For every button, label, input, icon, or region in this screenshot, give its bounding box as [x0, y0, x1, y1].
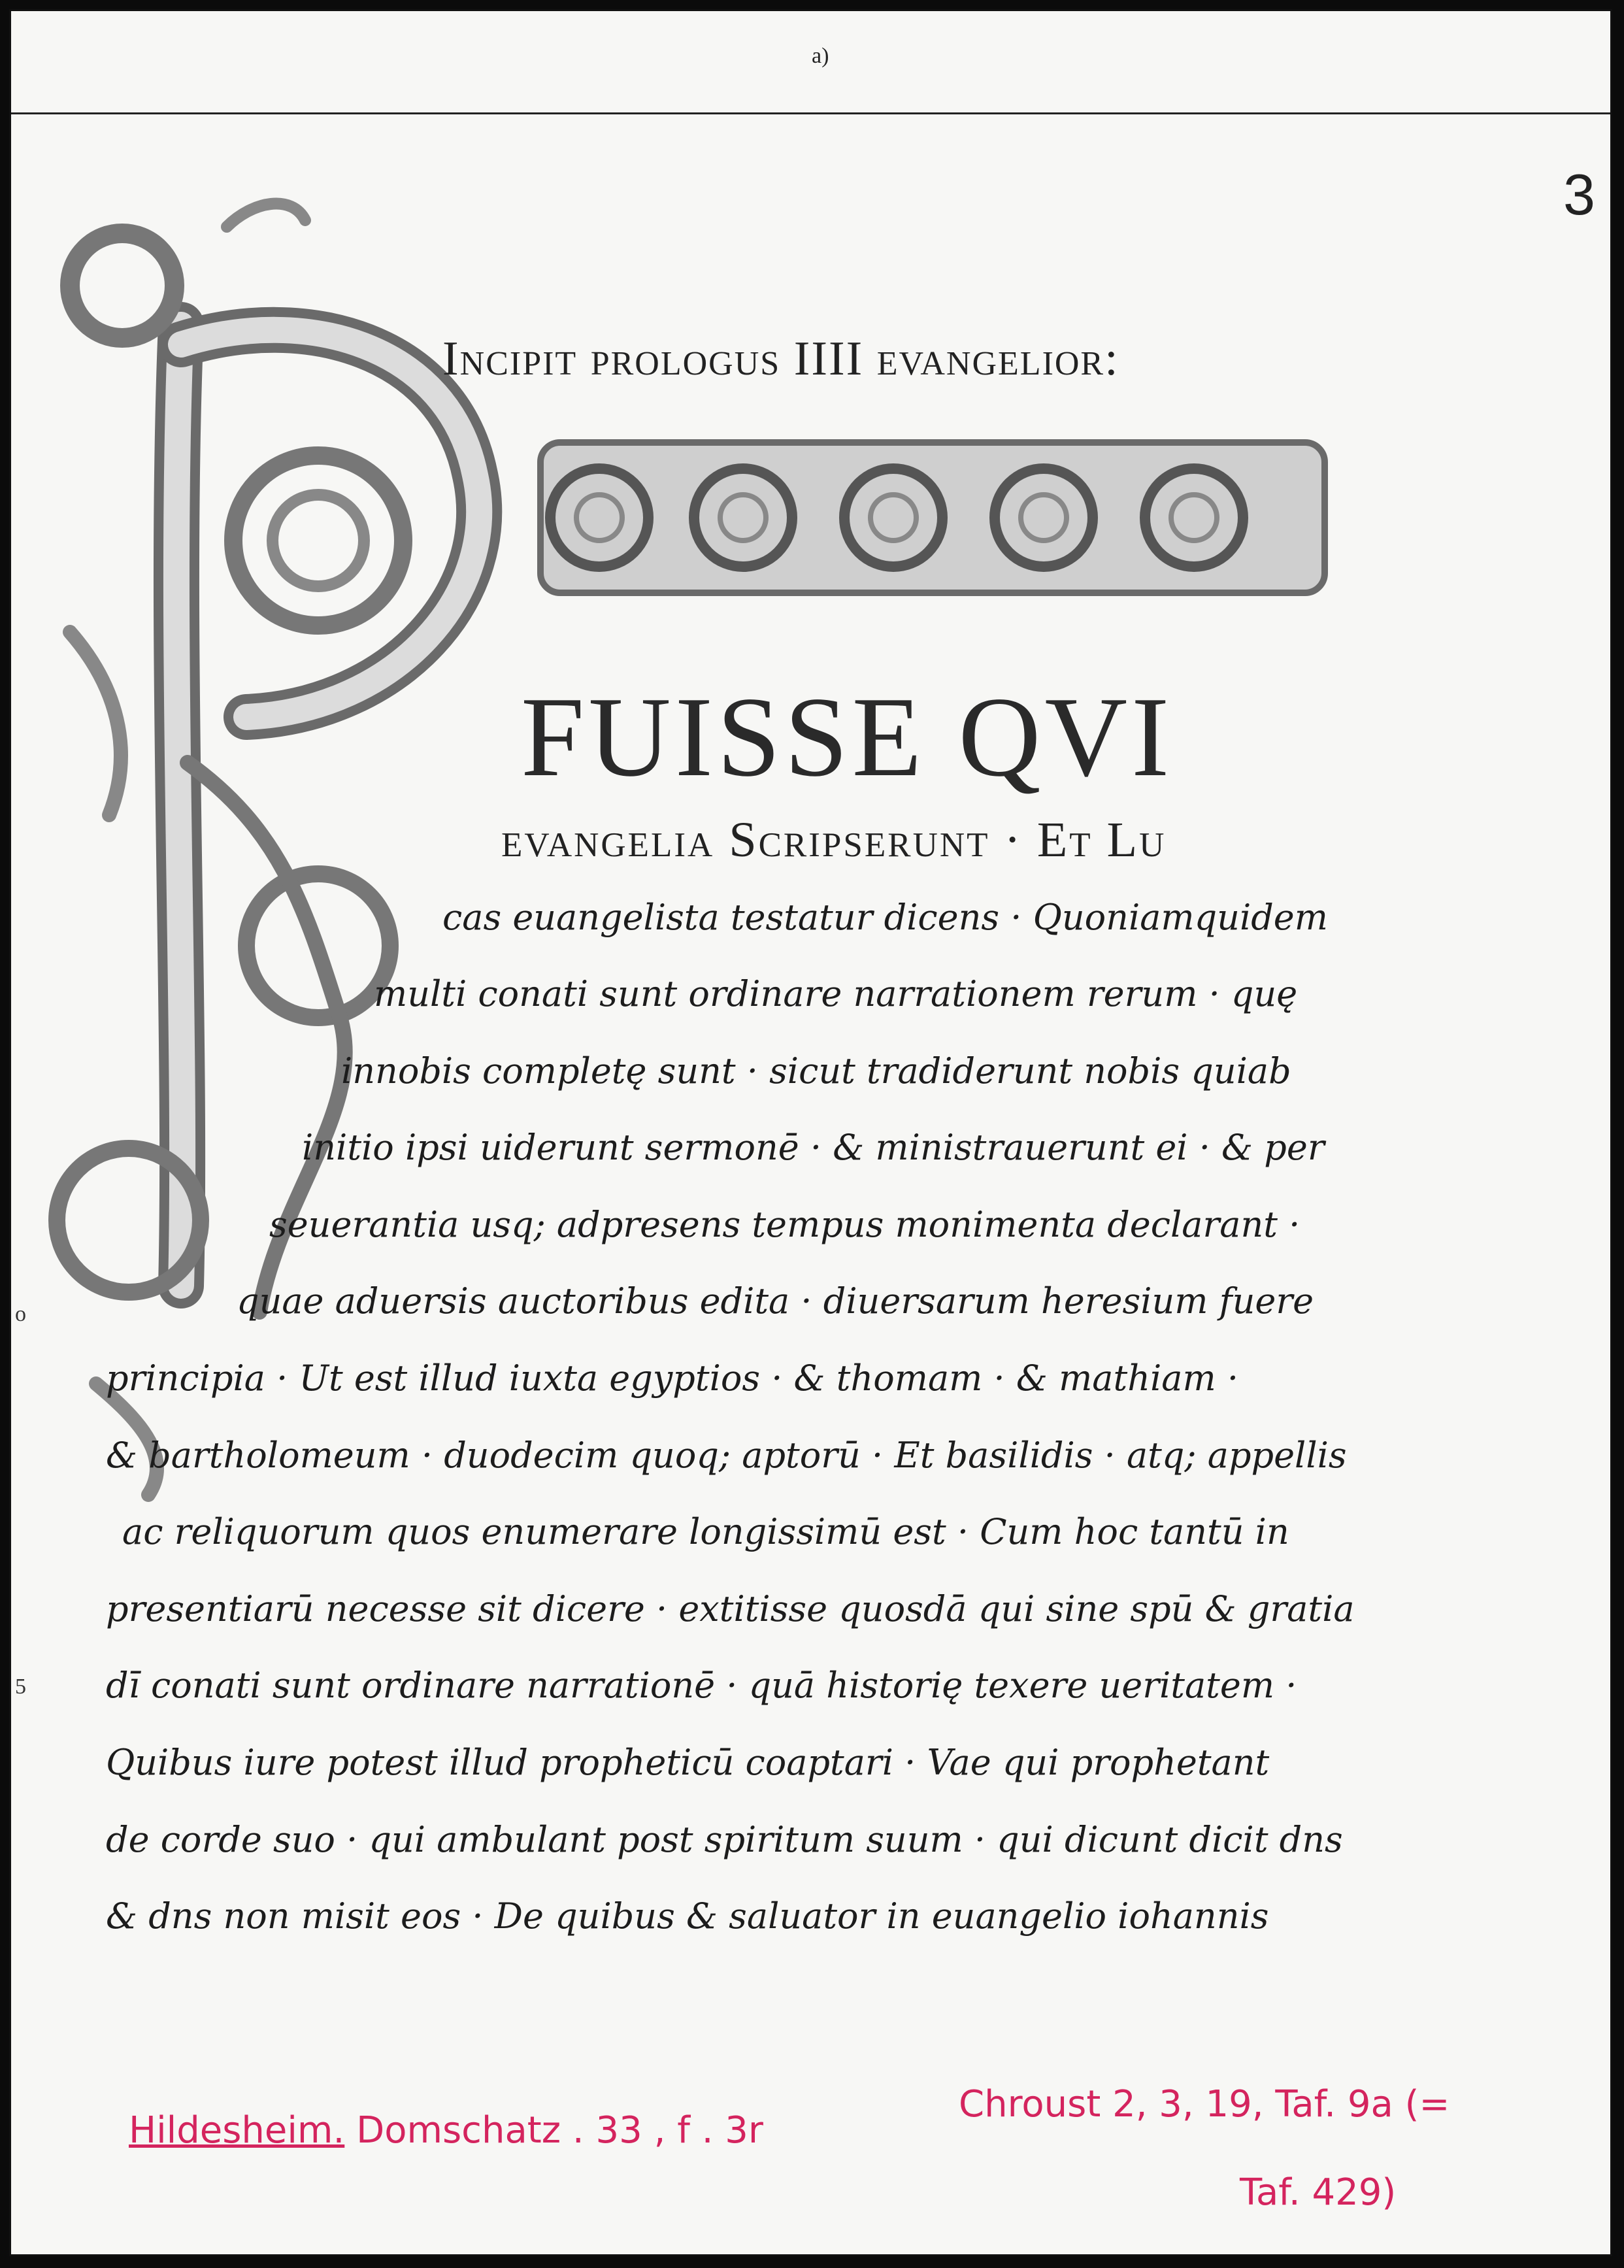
pencil-note-reference-cont: Taf. 429): [1240, 2171, 1397, 2214]
display-capitals: FUISSE QVI: [521, 673, 1174, 800]
text-line: & bartholomeum · duodecim quoq; aptorū · Et basilidis · atq; appellis: [106, 1435, 1347, 1476]
text-line: & dns non misit eos · De quibus & saluator in euangelio iohannis: [106, 1895, 1269, 1937]
shelfmark-detail: Domschatz . 33 , f . 3r: [344, 2109, 763, 2152]
margin-mark: 5: [15, 1675, 26, 1699]
text-line: seuerantia usq; adpresens tempus monimenta declarant ·: [269, 1204, 1301, 1245]
incipit-heading: Incipit prologus IIII evangelior:: [442, 332, 1119, 386]
text-line: Quibus iure potest illud propheticū coaptari · Vae qui prophetant: [106, 1742, 1270, 1783]
text-line: presentiarū necesse sit dicere · extitisse quosdā qui sine spū & gratia: [106, 1588, 1355, 1629]
pencil-note-reference: Chroust 2, 3, 19, Taf. 9a (=: [959, 2083, 1450, 2126]
shelfmark-city: Hildesheim.: [129, 2109, 345, 2152]
top-rule: [11, 112, 1610, 114]
text-line: de corde suo · qui ambulant post spiritum suum · qui dicunt dicit dns: [106, 1819, 1343, 1860]
text-line: quae aduersis auctoribus edita · diuersarum heresium fuere: [237, 1280, 1314, 1322]
text-line: initio ipsi uiderunt sermonē · & ministrauerunt ei · & per: [302, 1127, 1325, 1168]
pencil-note-shelfmark: [129, 2109, 763, 2152]
text-line: cas euangelista testatur dicens · Quoniamquidem: [442, 897, 1328, 938]
text-line: principia · Ut est illud iuxta egyptios · & thomam · & mathiam ·: [106, 1358, 1238, 1399]
rustic-capitals-line: evangelia Scripserunt · Et Lu: [501, 812, 1167, 867]
text-line: innobis completę sunt · sicut tradiderunt nobis quiab: [341, 1050, 1291, 1092]
manuscript-page: [9, 9, 1612, 2256]
text-line: ac reliquorum quos enumerare longissimū est · Cum hoc tantū in: [122, 1511, 1289, 1552]
text-line: dī conati sunt ordinare narrationē · quā historię texere ueritatem ·: [106, 1665, 1297, 1706]
ornamental-lettering: [527, 416, 1351, 619]
text-line: multi conati sunt ordinare narrationem rerum · quę: [374, 973, 1298, 1014]
plate-label: a): [812, 44, 829, 68]
folio-number: 3: [1563, 162, 1595, 227]
margin-mark: o: [15, 1302, 26, 1326]
